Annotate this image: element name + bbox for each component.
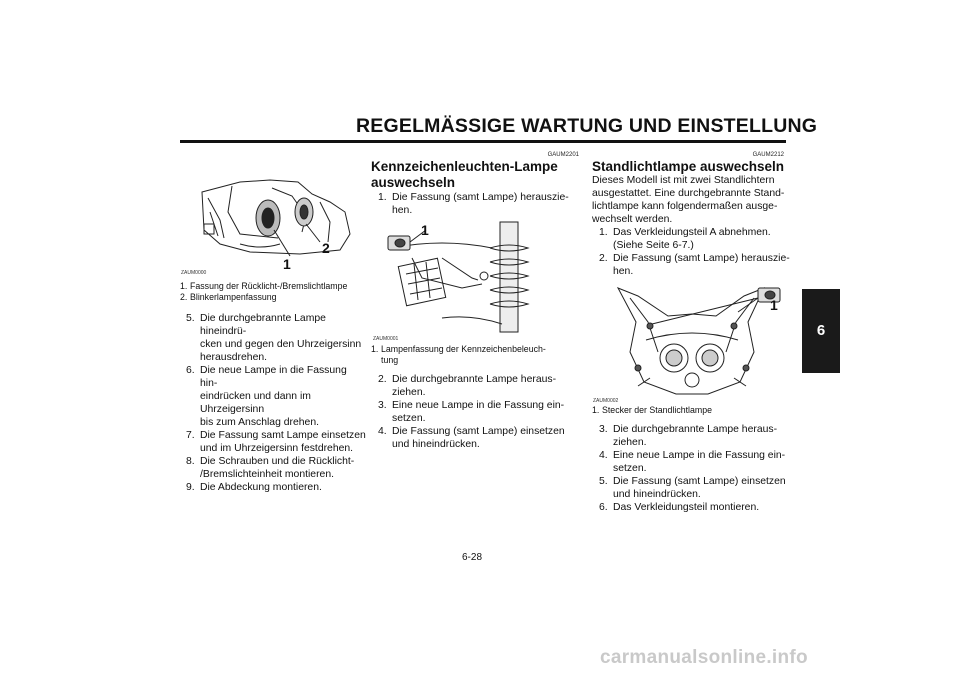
position-light-figure-code: ZAUM0002 [593, 398, 619, 404]
watermark: carmanualsonline.info [600, 647, 808, 668]
license-light-figure [382, 218, 552, 338]
page-header-title: REGELMÄSSIGE WARTUNG UND EINSTELLUNG [356, 115, 818, 137]
step-item: 6. Die neue Lampe in die Fassung hin- eindrücken und dann im Uhrzeigersinn bis zum Anschlag drehen. [186, 365, 347, 428]
taillight-figure-code: ZAUM0000 [181, 270, 207, 276]
page-number: 6-28 [462, 552, 483, 563]
caption-row: 1. Fassung der Rücklicht-/Bremslichtlampe [180, 281, 348, 291]
position-light-intro: Dieses Modell ist mit zwei Standlichtern ausgestattet. Eine durchgebrannte Stand- lichtlampe kann folgendermaßen ausge- wechselt werden. [592, 175, 785, 225]
section-heading-license-light: Kennzeichenleuchten-Lampe auswechseln [371, 159, 558, 190]
position-light-callout-1: 1 [770, 297, 778, 313]
step-item: 4. Die Fassung (samt Lampe) einsetzen und hineindrücken. [378, 426, 565, 450]
middle-steps [378, 373, 583, 451]
license-light-caption [371, 344, 581, 366]
step-item: 3. Die durchgebrannte Lampe heraus- ziehen. [599, 424, 778, 448]
step-item: 5. Die Fassung (samt Lampe) einsetzen und hineindrücken. [599, 476, 786, 500]
step-item: 2. Die durchgebrannte Lampe heraus- ziehen. [378, 374, 557, 398]
taillight-figure [180, 172, 360, 277]
caption-row: 1. Lampenfassung der Kennzeichenbeleuch- tung [371, 344, 546, 365]
step-item: 8. Die Schrauben und die Rücklicht- /Bremslichteinheit montieren. [186, 456, 355, 480]
section-code: GAUM2201 [547, 152, 579, 158]
taillight-callout-2: 2 [322, 240, 330, 256]
step-item: 2. Die Fassung (samt Lampe) herauszie- hen. [599, 253, 790, 277]
step-item: 7. Die Fassung samt Lampe einsetzen und im Uhrzeigersinn festdrehen. [186, 430, 366, 454]
right-steps-a [599, 226, 794, 278]
taillight-callout-1: 1 [283, 256, 291, 272]
header-rule [180, 140, 786, 143]
section-code: GAUM2212 [752, 152, 784, 158]
caption-row: 1. Stecker der Standlichtlampe [592, 405, 713, 415]
taillight-captions [180, 281, 370, 303]
middle-step-1 [378, 191, 583, 217]
left-steps [186, 312, 366, 494]
headlight-fairing-figure [598, 282, 786, 402]
caption-row: 2. Blinkerlampenfassung [180, 292, 277, 302]
right-steps-b [599, 423, 794, 514]
license-light-figure-code: ZAUM0001 [373, 336, 399, 342]
step-item: 1. Die Fassung (samt Lampe) herauszie- hen. [378, 192, 569, 216]
chapter-tab: 6 [802, 289, 840, 373]
license-light-callout-1: 1 [421, 222, 429, 238]
step-item: 5. Die durchgebrannte Lampe hineindrü- cken und gegen den Uhrzeigersinn herausdrehen. [186, 313, 362, 363]
step-item: 6. Das Verkleidungsteil montieren. [599, 502, 760, 513]
step-item: 3. Eine neue Lampe in die Fassung ein- setzen. [378, 400, 565, 424]
step-item: 9. Die Abdeckung montieren. [186, 482, 322, 493]
position-light-caption [592, 405, 792, 416]
section-heading-position-light: Standlichtlampe auswechseln [592, 159, 785, 174]
step-item: 4. Eine neue Lampe in die Fassung ein- setzen. [599, 450, 786, 474]
step-item: 1. Das Verkleidungsteil A abnehmen. (Siehe Seite 6-7.) [599, 227, 771, 251]
